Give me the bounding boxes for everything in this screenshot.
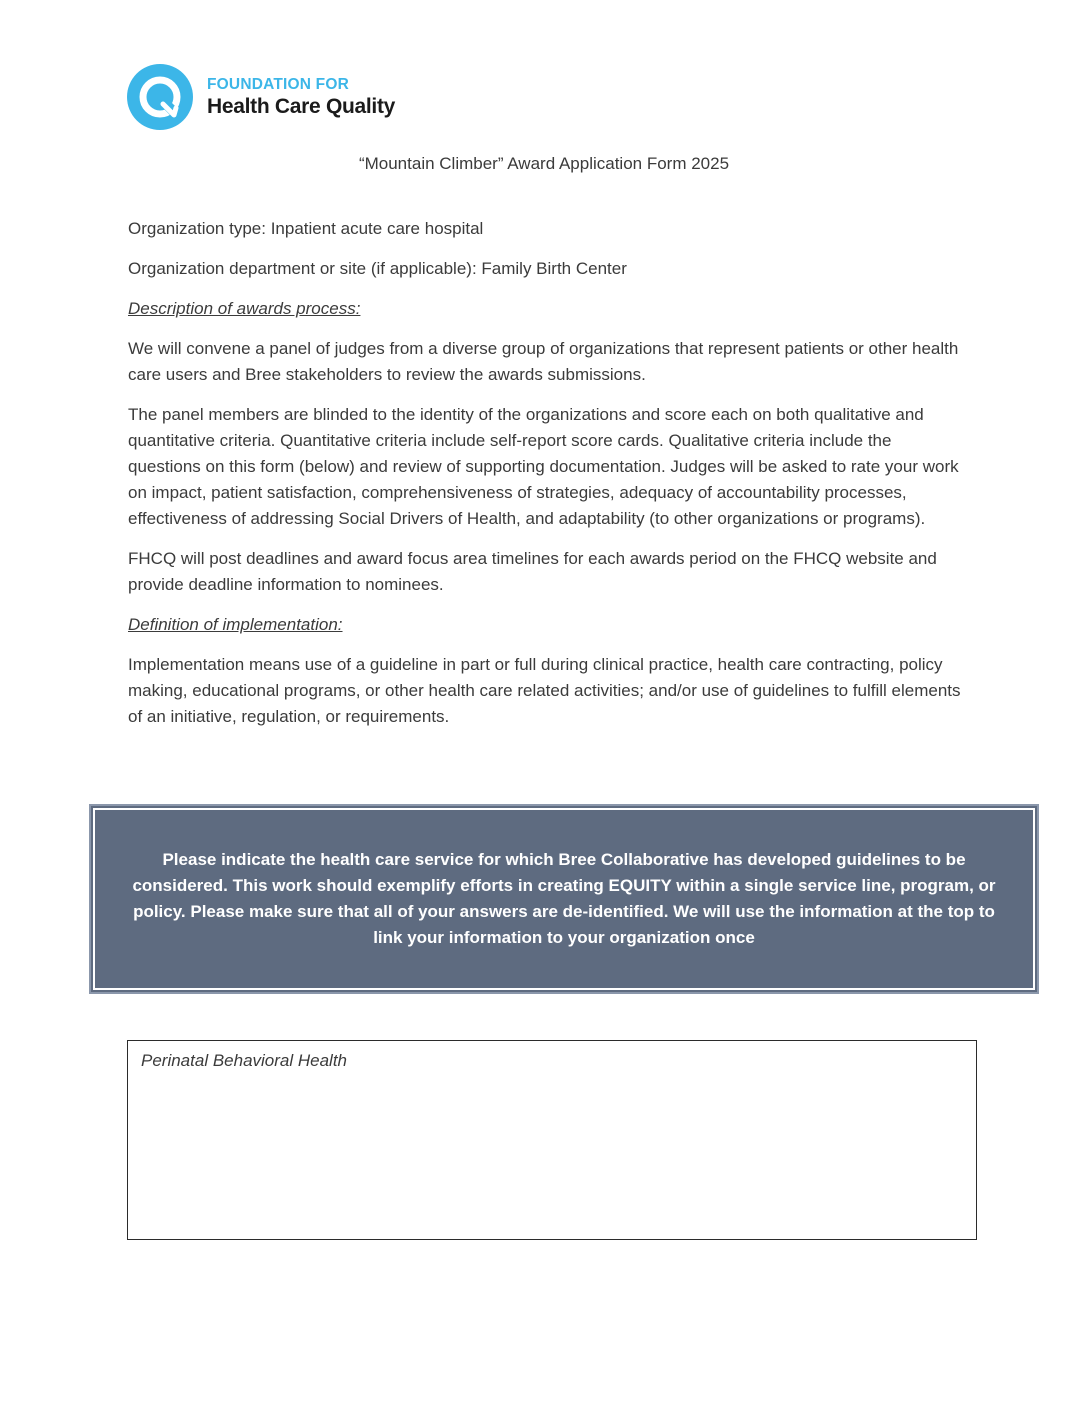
awards-process-paragraph-1: We will convene a panel of judges from a diverse group of organizations that represent patients or other health care users and Bree stakeholders to review the awards submissions. [128, 339, 959, 384]
awards-process-paragraph-2: The panel members are blinded to the identity of the organizations and score each on both qualitative and quantitative criteria. Quantitative criteria include self-report score cards. Qualitative criteria include the questions on this form (below) and review of supporting documentation. Judges will be asked to rate your work on impact, patient satisfaction, comprehensiveness of strategies, adequacy of accountability processes, effectiveness of addressing Social Drivers of Health, and adaptability (to other organizations or programs). [128, 405, 959, 528]
organization-type-field: Organization type: Inpatient acute care hospital [128, 219, 484, 238]
instruction-text: Please indicate the health care service for which Bree Collaborative has developed guidelines to be considered. This work should exemplify efforts in creating EQUITY within a single service line, program, or policy. Please make sure that all of your answers are de-identified. We will use the information at the top to link your information to your organization once [132, 850, 996, 947]
fhcq-logo-mark-icon [127, 64, 193, 130]
implementation-paragraph: Implementation means use of a guideline in part or full during clinical practice, health care contracting, policy making, educational programs, or other health care related activities; and/or use of guidelines to fulfill elements of an initiative, regulation, or requirements. [128, 655, 961, 726]
service-answer-box[interactable] [127, 1040, 977, 1240]
logo-line-health-care-quality: Health Care Quality [207, 94, 396, 118]
foundation-logo [127, 64, 395, 130]
form-title: “Mountain Climber” Award Application Form 2025 [358, 154, 730, 173]
instruction-panel [89, 804, 1039, 994]
organization-department-field: Organization department or site (if applicable): Family Birth Center [128, 259, 627, 278]
implementation-heading: Definition of implementation: [128, 615, 343, 634]
awards-process-paragraph-3: FHCQ will post deadlines and award focus area timelines for each awards period on the FHCQ website and provide deadline information to nominees. [128, 549, 937, 594]
awards-process-heading: Description of awards process: [128, 299, 361, 318]
service-answer-value: Perinatal Behavioral Health [141, 1051, 348, 1070]
form-body [128, 216, 963, 744]
logo-line-foundation: FOUNDATION FOR [207, 76, 349, 94]
logo-wordmark [207, 77, 395, 117]
